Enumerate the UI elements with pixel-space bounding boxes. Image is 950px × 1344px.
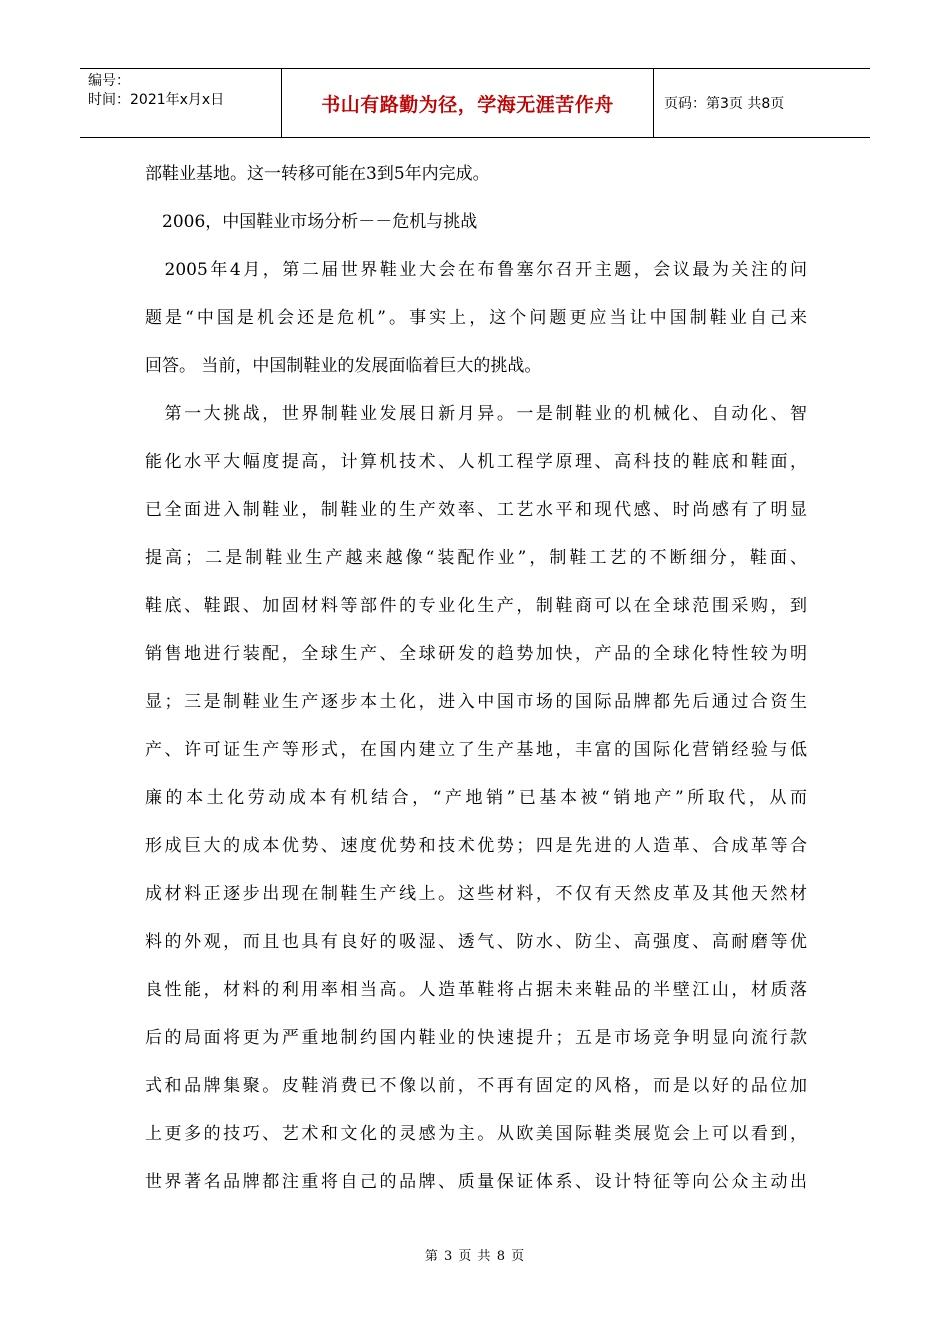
body-line: 形成巨大的成本优势、速度优势和技术优势；四是先进的人造革、合成革等合 [145, 836, 807, 856]
body-line: 廉的本土化劳动成本有机结合，“产地销”已基本被“销地产”所取代，从而 [145, 788, 807, 808]
serial-label: 编号： [88, 73, 130, 89]
body-line: 显；三是制鞋业生产逐步本土化，进入中国市场的国际品牌都先后通过合资生 [145, 692, 807, 712]
body-line: 上更多的技巧、艺术和文化的灵感为主。从欧美国际鞋类展览会上可以看到， [145, 1124, 807, 1144]
body-line: 2006，中国鞋业市场分析－－危机与挑战 [145, 212, 478, 232]
body-line: 鞋底、鞋跟、加固材料等部件的专业化生产，制鞋商可以在全球范围采购，到 [145, 596, 807, 616]
header-motto: 书山有路勤为径，学海无涯苦作舟 [281, 69, 654, 137]
body-line: 后的局面将更为严重地制约国内鞋业的快速提升；五是市场竞争明显向流行款 [145, 1028, 807, 1048]
document-body [145, 150, 807, 1206]
body-line: 部鞋业基地。这一转移可能在3到5年内完成。 [145, 164, 490, 184]
body-line: 能化水平大幅度提高，计算机技术、人机工程学原理、高科技的鞋底和鞋面， [145, 452, 807, 472]
body-line: 2005年4月，第二届世界鞋业大会在布鲁塞尔召开主题，会议最为关注的问 [145, 260, 807, 280]
body-line: 成材料正逐步出现在制鞋生产线上。这些材料，不仅有天然皮革及其他天然材 [145, 884, 807, 904]
body-line: 料的外观，而且也具有良好的吸湿、透气、防水、防尘、高强度、高耐磨等优 [145, 932, 807, 952]
header-meta [80, 69, 281, 137]
body-line: 回答。 当前，中国制鞋业的发展面临着巨大的挑战。 [145, 356, 542, 376]
body-line: 已全面进入制鞋业，制鞋业的生产效率、工艺水平和现代感、时尚感有了明显 [145, 500, 807, 520]
body-line: 式和品牌集聚。皮鞋消费已不像以前，不再有固定的风格，而是以好的品位加 [145, 1076, 807, 1096]
body-line: 提高；二是制鞋业生产越来越像“装配作业”，制鞋工艺的不断细分，鞋面、 [145, 548, 807, 568]
page-footer: 第 3 页 共 8 页 [424, 1249, 526, 1264]
body-line: 第一大挑战，世界制鞋业发展日新月异。一是制鞋业的机械化、自动化、智 [145, 404, 807, 424]
body-line: 题是“中国是机会还是危机”。事实上，这个问题更应当让中国制鞋业自己来 [145, 308, 807, 328]
page-header [80, 68, 870, 138]
header-page-info: 页码：第3页 共8页 [664, 96, 785, 112]
body-line: 世界著名品牌都注重将自己的品牌、质量保证体系、设计特征等向公众主动出 [145, 1172, 807, 1192]
body-line: 良性能，材料的利用率相当高。人造革鞋将占据未来鞋品的半壁江山，材质落 [145, 980, 807, 1000]
body-line: 产、许可证生产等形式，在国内建立了生产基地，丰富的国际化营销经验与低 [145, 740, 807, 760]
date-label: 时间：2021年x月x日 [88, 92, 225, 108]
body-line: 销售地进行装配，全球生产、全球研发的趋势加快，产品的全球化特性较为明 [145, 644, 807, 664]
